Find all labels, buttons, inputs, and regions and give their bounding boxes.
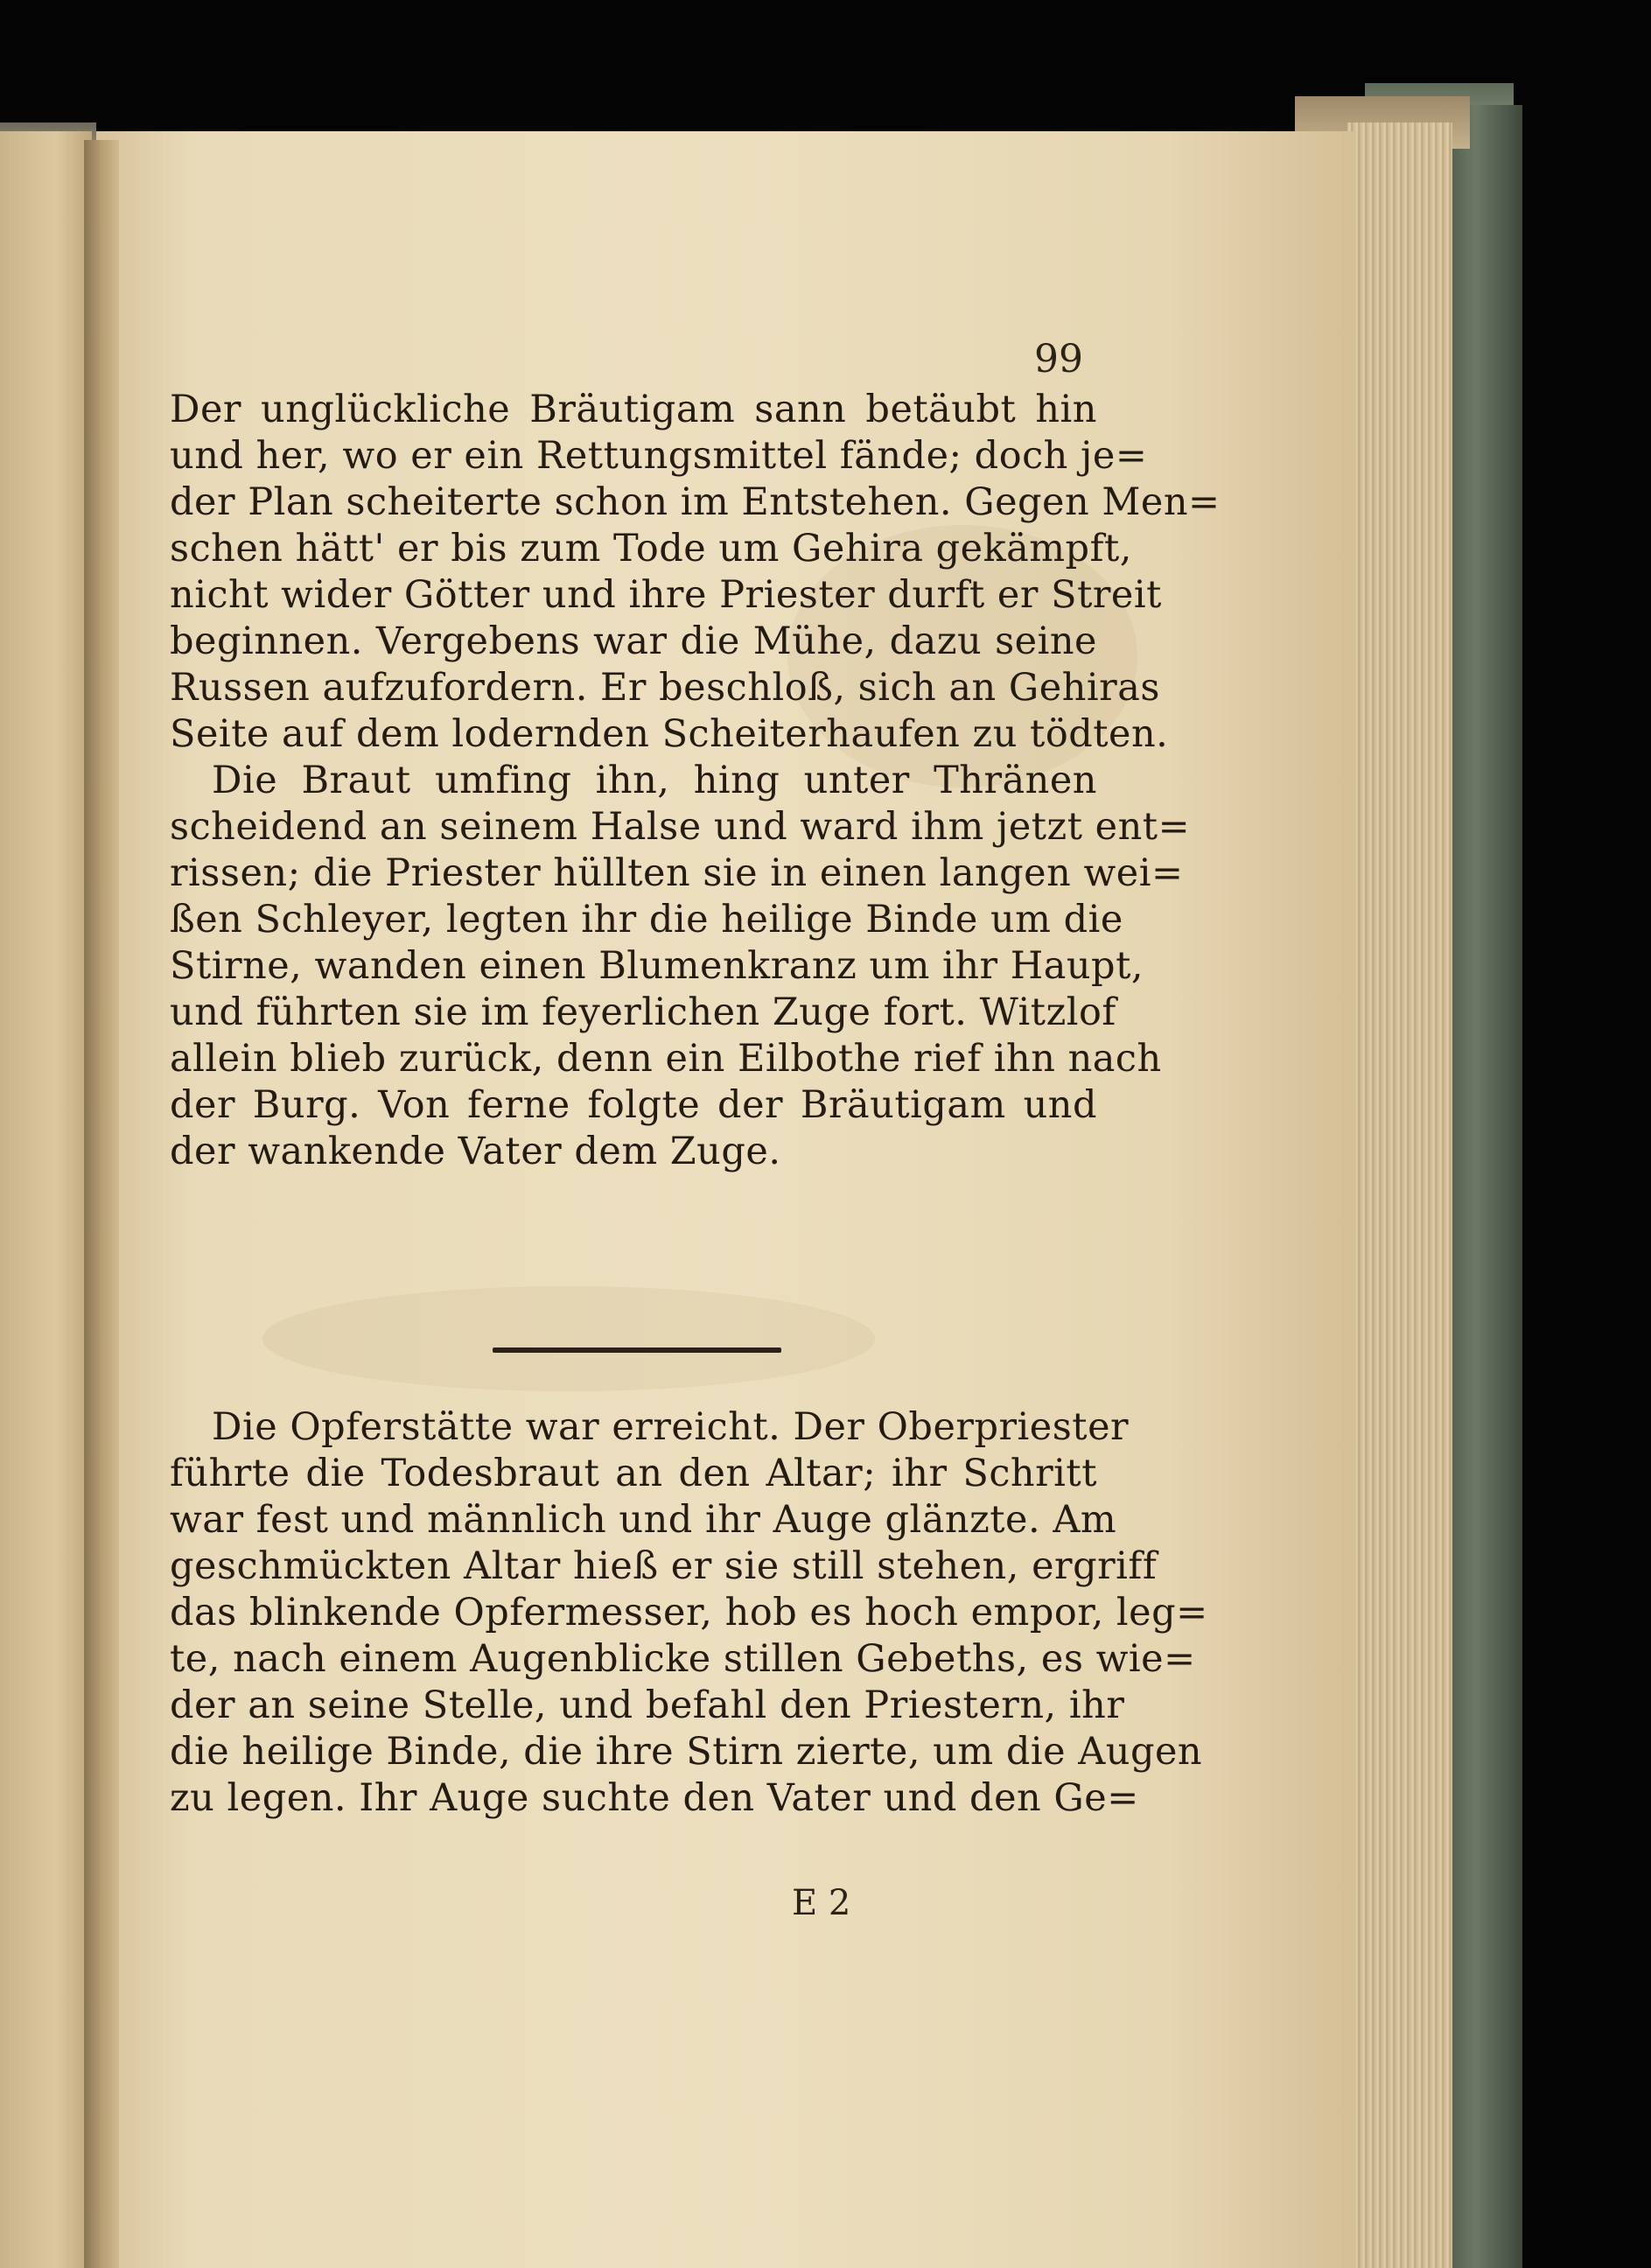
text-line: Die Braut umfing ihn, hing unter Thränen — [212, 759, 1097, 802]
text-line: und führten sie im feyerlichen Zuge fort. Witzlof — [170, 990, 1116, 1034]
text-line: war fest und männlich und ihr Auge glänzte. Am — [170, 1498, 1117, 1542]
page-number: 99 — [1034, 337, 1083, 382]
text-line: ßen Schleyer, legten ihr die heilige Binde um die — [170, 898, 1123, 942]
text-line: führte die Todesbraut an den Altar; ihr Schritt — [170, 1452, 1097, 1495]
text-line: te, nach einem Augenblicke stillen Gebeths, es wie= — [170, 1637, 1196, 1681]
signature-mark: E 2 — [792, 1883, 851, 1923]
text-line: scheidend an seinem Halse und ward ihm jetzt ent= — [170, 805, 1191, 849]
paragraph-two — [170, 1404, 1208, 1822]
text-line: rissen; die Priester hüllten sie in einen langen wei= — [170, 851, 1184, 895]
section-separator — [493, 1348, 781, 1353]
left-page-edge — [0, 131, 92, 2268]
text-line: Der unglückliche Bräutigam sann betäubt hin — [170, 388, 1097, 431]
text-line: geschmückten Altar hieß er sie still stehen, ergriff — [170, 1544, 1158, 1588]
text-line: allein blieb zurück, denn ein Eilbothe rief ihn nach — [170, 1037, 1162, 1081]
text-line: zu legen. Ihr Auge suchte den Vater und den Ge= — [170, 1776, 1139, 1820]
text-line: der an seine Stelle, und befahl den Priestern, ihr — [170, 1684, 1125, 1727]
book-cover-right — [1444, 105, 1522, 2268]
text-line: die heilige Binde, die ihre Stirn zierte, um die Augen — [170, 1730, 1203, 1774]
text-line: Seite auf dem lodernden Scheiterhaufen zu tödten. — [170, 712, 1169, 756]
page-gutter — [84, 140, 119, 2268]
paper-stain — [262, 1286, 875, 1391]
text-line: das blinkende Opfermesser, hob es hoch empor, leg= — [170, 1591, 1208, 1634]
text-line: nicht wider Götter und ihre Priester durft er Streit — [170, 573, 1162, 617]
text-line: Stirne, wanden einen Blumenkranz um ihr Haupt, — [170, 944, 1144, 988]
paragraph-one — [170, 387, 1221, 1175]
text-line: und her, wo er ein Rettungsmittel fände; doch je= — [170, 434, 1148, 478]
text-line: Die Opferstätte war erreicht. Der Oberpriester — [212, 1405, 1130, 1449]
text-line: der Burg. Von ferne folgte der Bräutigam und — [170, 1083, 1097, 1127]
text-line: der wankende Vater dem Zuge. — [170, 1130, 781, 1173]
text-line: der Plan scheiterte schon im Entstehen. Gegen Men= — [170, 480, 1221, 524]
page-block-edges — [1347, 122, 1452, 2268]
text-line: beginnen. Vergebens war die Mühe, dazu seine — [170, 620, 1097, 663]
text-line: Russen aufzufordern. Er beschloß, sich an Gehiras — [170, 666, 1160, 710]
text-line: schen hätt' er bis zum Tode um Gehira gekämpft, — [170, 527, 1132, 570]
